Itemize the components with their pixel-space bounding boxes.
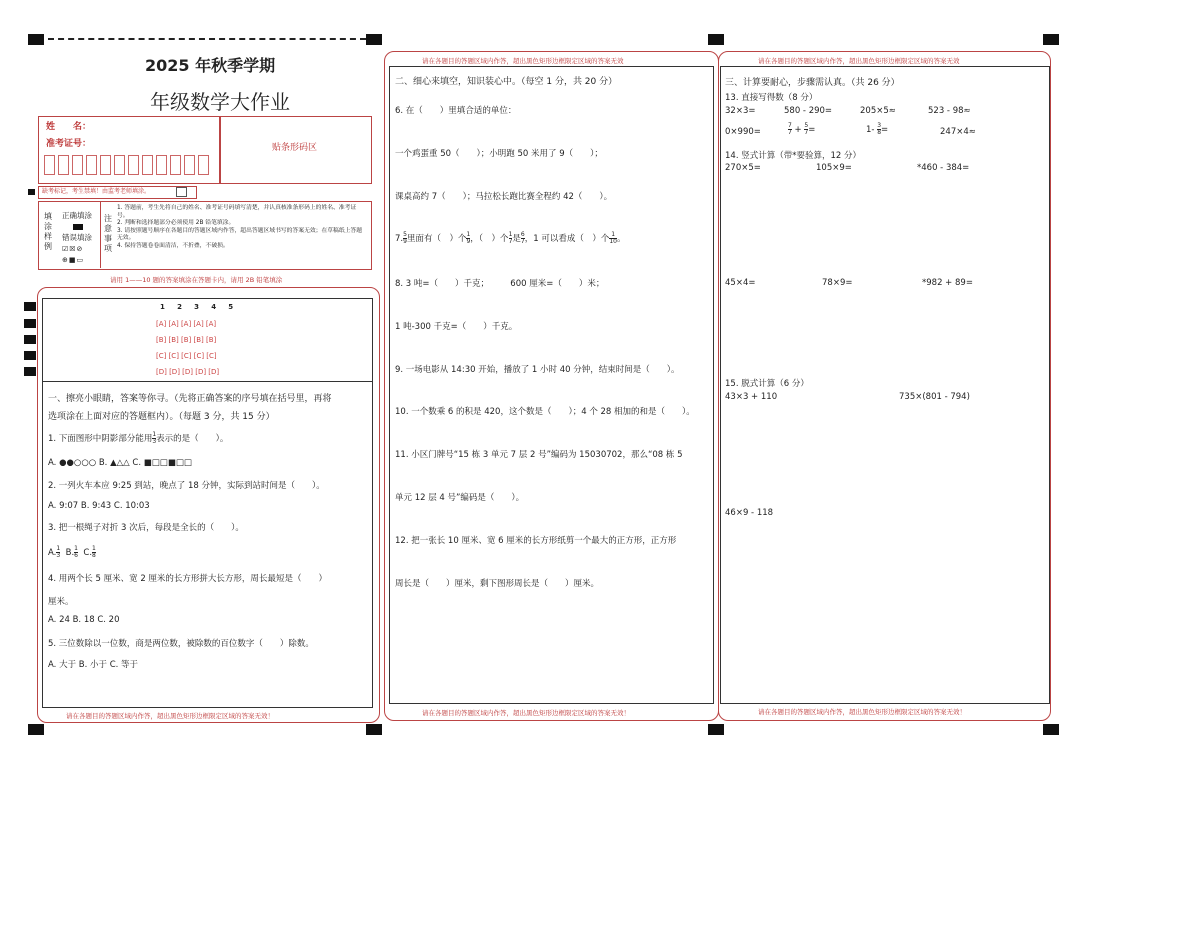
note-item: 4. 保持答题卷卷面清洁，不折叠，不破损。 (117, 242, 229, 249)
question-4: 4. 用两个长 5 厘米、宽 2 厘米的长方形拼大长方形，周长最短是（ ） (48, 574, 327, 584)
alignment-mark (28, 34, 44, 45)
alignment-mark (366, 34, 382, 45)
section-1-heading-cont: 选项涂在上面对应的答题框内）。（每题 3 分，共 15 分） (48, 412, 275, 422)
id-digit-cell[interactable] (58, 155, 69, 175)
fraction: $\frac{1}{10}$ (609, 231, 617, 245)
alignment-mark (24, 302, 36, 311)
bubble-row-d[interactable]: [D] [D] [D] [D] [D] (156, 368, 220, 376)
alignment-mark (24, 319, 36, 328)
calc-item: 247×4≈ (940, 127, 976, 137)
fraction: $\frac{3}{8}$ (877, 122, 882, 136)
id-label: 准考证号： (46, 139, 92, 149)
question-4-cont: 厘米。 (48, 597, 74, 607)
question-5: 5. 三位数除以一位数，商是两位数，被除数的百位数字（ ）除数。 (48, 639, 314, 649)
question-1: 1. 下面图形中阴影部分能用 $\frac{1}{3}$ 表示的是（ ）。 (48, 431, 229, 445)
guide-divider (100, 201, 101, 268)
alignment-mark (24, 335, 36, 344)
absent-label: 缺考标记，考生禁填！由监考老师填涂。 (42, 188, 151, 195)
calc-item: 735×(801 - 794) (899, 392, 970, 402)
calc-item: 580 - 290= (784, 106, 833, 116)
top-warning: 请在各题目的答题区域内作答，超出黑色矩形边框限定区域的答案无效 (422, 57, 624, 65)
calc-item: $\frac{7}{7}$ + $\frac{5}{7}$ = (788, 122, 816, 136)
footer-warning: 请在各题目的答题区域内作答，超出黑色矩形边框限定区域的答案无效！ (758, 708, 966, 716)
fraction: $\frac{6}{7}$ (520, 231, 525, 245)
question-14: 14. 竖式计算（带*要验算，12 分） (725, 151, 861, 161)
question-6: 6. 在（ ）里填合适的单位： (395, 106, 517, 116)
bubble-question-numbers: 1 2 3 4 5 (160, 303, 234, 311)
alignment-mark (24, 367, 36, 376)
question-8: 8. 3 吨=（ ）千克； 600 厘米=（ ）米； (395, 279, 605, 289)
question-7: 7. $\frac{5}{9}$ 里面有（ ）个 $\frac{1}{9}$ ，（ ）个 $\frac{1}{7}$ 是 $\frac{6}{7}$ ，1 可以看成（ ）个 $\frac{1}{10}$ 。 (395, 231, 626, 245)
col1-note: 请用 1——10 题的答案填涂在答题卡内，请用 2B 铅笔填涂 (110, 276, 283, 284)
alignment-mark (1043, 724, 1059, 735)
id-digit-cell[interactable] (184, 155, 195, 175)
answer-sheet-divider (42, 381, 372, 382)
fraction: $\frac{7}{7}$ (788, 122, 792, 136)
alignment-mark (1043, 34, 1059, 45)
question-6-line-2: 课桌高约 7（ ）；马拉松长跑比赛全程约 42（ ）。 (395, 192, 613, 202)
question-12-cont: 周长是（ ）厘米，剩下图形周长是（ ）厘米。 (395, 579, 600, 589)
dashed-rule (48, 38, 366, 40)
question-11: 11. 小区门牌号“15 栋 3 单元 7 层 2 号”编码为 15030702，那么“08 栋 5 (395, 450, 683, 460)
name-label: 姓 名： (46, 122, 92, 132)
fraction: $\frac{5}{9}$ (403, 231, 407, 245)
bubble-row-a[interactable]: [A] [A] [A] [A] [A] (156, 320, 217, 328)
calc-item: *460 - 384= (917, 163, 970, 173)
calc-item: 1- $\frac{3}{8}$ = (866, 122, 889, 136)
question-3: 3. 把一根绳子对折 3 次后，每段是全长的（ ）。 (48, 523, 244, 533)
fill-guide-side-label: 填 涂 样 例 (44, 212, 52, 251)
calc-item: 205×5≈ (860, 106, 896, 116)
top-warning: 请在各题目的答题区域内作答，超出黑色矩形边框限定区域的答案无效 (758, 57, 960, 65)
absent-checkbox[interactable] (176, 187, 187, 197)
alignment-mark (28, 724, 44, 735)
calc-item: 78×9= (822, 278, 853, 288)
id-digit-cell[interactable] (142, 155, 153, 175)
fraction: $\frac{1}{7}$ (508, 231, 513, 245)
id-digit-cell[interactable] (44, 155, 55, 175)
question-13: 13. 直接写得数（8 分） (725, 93, 818, 103)
id-digit-cell[interactable] (156, 155, 167, 175)
column-2-box (389, 66, 714, 704)
calc-item: 45×4= (725, 278, 756, 288)
calc-item: 105×9= (816, 163, 852, 173)
question-2: 2. 一列火车本应 9:25 到站，晚点了 18 分钟，实际到站时间是（ ）。 (48, 481, 325, 491)
fraction: $\frac{1}{9}$ (466, 231, 471, 245)
section-2-heading: 二、细心来填空，知识装心中。（每空 1 分，共 20 分） (395, 77, 618, 87)
question-12: 12. 把一张长 10 厘米、宽 6 厘米的长方形纸剪一个最大的正方形，正方形 (395, 536, 677, 546)
question-3-options: A. $\frac{1}{3}$ B. $\frac{1}{6}$ C. $\frac{1}{8}$ (48, 545, 96, 559)
question-4-options: A. 24 B. 18 C. 20 (48, 615, 120, 625)
calc-item: 43×3 + 110 (725, 392, 778, 402)
fraction: $\frac{1}{6}$ (74, 545, 78, 559)
calc-item: 270×5= (725, 163, 761, 173)
correct-fill-sample (73, 224, 83, 230)
id-digit-cell[interactable] (198, 155, 209, 175)
page-subtitle: 年级数学大作业 (150, 90, 290, 114)
note-item: 1. 答题前，考生先将自己的姓名、准考证号码填写清楚，并认真核准条形码上的姓名、准考证号。 (117, 205, 357, 219)
id-digit-cell[interactable] (72, 155, 83, 175)
bubble-row-b[interactable]: [B] [B] [B] [B] [B] (156, 336, 217, 344)
id-digit-cell[interactable] (128, 155, 139, 175)
section-3-heading: 三、计算要耐心，步骤需认真。（共 26 分） (725, 78, 900, 88)
alignment-mark (708, 724, 724, 735)
fraction: $\frac{5}{7}$ (804, 122, 809, 136)
note-item: 3. 请按照题号顺序在各题目的答题区域内作答，超出答题区域书写的答案无效；在草稿纸上答题无效。 (117, 227, 363, 241)
question-5-options: A. 大于 B. 小于 C. 等于 (48, 660, 139, 670)
question-15: 15. 脱式计算（6 分） (725, 379, 809, 389)
id-digit-cell[interactable] (100, 155, 111, 175)
note-item: 2. 判断和选择题部分必须使用 2B 铅笔填涂。 (117, 220, 235, 226)
calc-item: 523 - 98≈ (928, 106, 971, 116)
barcode-label: 贴条形码区 (272, 143, 318, 153)
calc-item: 0×990= (725, 127, 761, 137)
fraction: $\frac{1}{8}$ (92, 545, 96, 559)
calc-item: *982 + 89= (922, 278, 973, 288)
page-title: 2025 年秋季学期 (145, 56, 276, 75)
bubble-row-c[interactable]: [C] [C] [C] [C] [C] (156, 352, 217, 360)
section-1-heading: 一、擦亮小眼睛，答案等你寻。（先将正确答案的序号填在括号里，再将 (48, 394, 332, 404)
correct-fill-label: 正确填涂 (62, 211, 92, 220)
wrong-fill-label: 错误填涂 (62, 233, 92, 242)
notes-label: 注 意 事 项 (104, 214, 112, 253)
alignment-mark (24, 351, 36, 360)
alignment-mark (28, 189, 35, 195)
calc-item: 32×3= (725, 106, 756, 116)
wrong-fill-samples: ☑☒⊘ ⊕■▭ (62, 245, 85, 264)
question-2-options: A. 9:07 B. 9:43 C. 10:03 (48, 501, 150, 511)
question-10: 10. 一个数乘 6 的积是 420，这个数是（ ）；4 个 28 相加的和是（ ）。 (395, 407, 695, 417)
id-digit-cell[interactable] (114, 155, 125, 175)
question-1-options: A. ●●○○○ B. ▲△△ C. ■□□■□□ (48, 458, 192, 468)
id-digit-cell[interactable] (170, 155, 181, 175)
fraction: $\frac{1}{3}$ (56, 545, 61, 559)
alignment-mark (708, 34, 724, 45)
id-digit-cell[interactable] (86, 155, 97, 175)
question-11-cont: 单元 12 层 4 号”编码是（ ）。 (395, 493, 525, 503)
question-9: 9. 一场电影从 14:30 开始，播放了 1 小时 40 分钟，结束时间是（ ）。 (395, 365, 680, 375)
question-8-cont: 1 吨-300 千克=（ ）千克。 (395, 322, 518, 332)
question-6-line-1: 一个鸡蛋重 50（ ）；小明跑 50 米用了 9（ ）； (395, 149, 603, 159)
calc-item: 46×9 - 118 (725, 508, 774, 518)
footer-warning: 请在各题目的答题区域内作答，超出黑色矩形边框限定区域的答案无效！ (422, 709, 630, 717)
notes-list (117, 205, 367, 250)
alignment-mark (366, 724, 382, 735)
fraction: $\frac{1}{3}$ (152, 431, 157, 445)
footer-warning: 请在各题目的答题区域内作答，超出黑色矩形边框限定区域的答案无效！ (66, 712, 274, 720)
